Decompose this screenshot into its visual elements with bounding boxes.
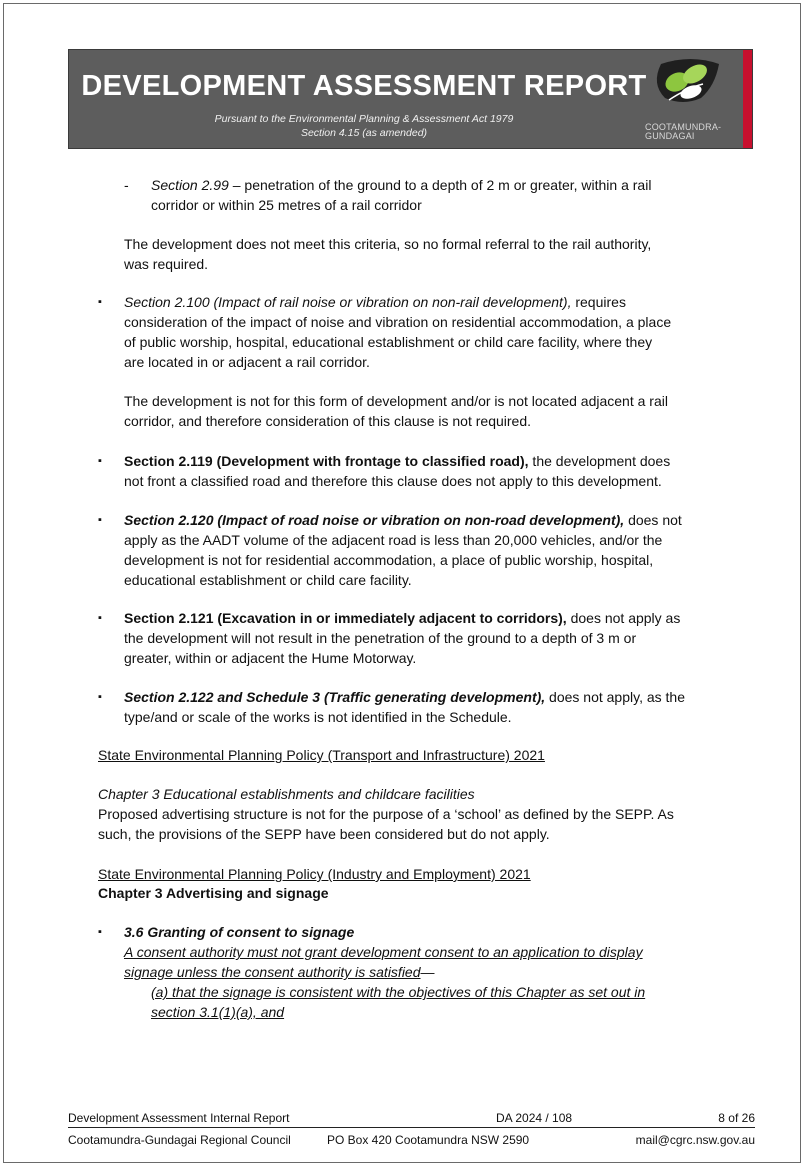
section-2-122-text: Section 2.122 and Schedule 3 (Traffic generating development), does not apply, as the type/and or scale of the works is not identified in the Schedule. [124,689,685,725]
section-2-121-text: Section 2.121 (Excavation in or immediately adjacent to corridors), does not apply as the development will not result in the penetration of the ground to a depth of 3 m or greater, within or adjacent the Hume Motorway. [124,610,681,666]
footer-report-name: Development Assessment Internal Report [68,1111,290,1125]
footer-council-name: Cootamundra-Gundagai Regional Council [68,1133,291,1147]
education-paragraph: Proposed advertising structure is not for the purpose of a ‘school’ as defined by the SEPP. As such, the provisions of the SEPP have been considered but do not apply. [98,806,674,842]
footer-row-2 [68,1133,755,1147]
logo-wordmark: COOTAMUNDRA- GUNDAGAI [645,122,722,141]
rail-referral-paragraph: The development does not meet this criteria, so no formal referral to the rail authority, was required. [124,236,652,272]
list-dash-marker: - [124,177,129,193]
accent-strip [743,50,752,148]
chapter-3-advertising-heading: Chapter 3 Advertising and signage [98,885,329,901]
sepp-transport-heading: State Environmental Planning Policy (Transport and Infrastructure) 2021 [98,747,545,763]
section-2-120-text: Section 2.120 (Impact of road noise or vibration on non-road development), does not apply as the AADT volume of the adjacent road is less than 20,000 vehicles, and/or the development is not for residential accommodation, a place of public worship, hospital, educational establishment or child care facility. [124,512,682,588]
report-header-banner [68,49,753,149]
bullet-marker: ▪ [98,926,102,938]
report-subtitle-section: Section 4.15 (as amended) [300,127,428,139]
footer-row-1 [68,1111,755,1125]
bullet-marker: ▪ [98,691,102,703]
report-subtitle-act: Pursuant to the Environmental Planning & Assessment Act 1979 [214,113,514,125]
footer-da-number: DA 2024 / 108 [496,1111,573,1125]
clause-3-6-text: 3.6 Granting of consent to signage A consent authority must not grant development consent to an application to display signage unless the consent authority is satisfied— [124,924,643,980]
bullet-marker: ▪ [98,514,102,526]
sepp-industry-heading: State Environmental Planning Policy (Industry and Employment) 2021 [98,866,531,882]
section-2-119-text: Section 2.119 (Development with frontage to classified road), the development does not front a classified road and therefore this clause does not apply to this development. [124,453,671,489]
footer-divider [68,1127,755,1128]
bullet-marker: ▪ [98,455,102,467]
footer-page-number: 8 of 26 [718,1111,755,1125]
section-2-100-conclusion: The development is not for this form of development and/or is not located adjacent a rail corridor, and therefore consideration of this clause is not required. [124,393,668,429]
bullet-marker: ▪ [98,612,102,624]
section-2-100-text: Section 2.100 (Impact of rail noise or vibration on non-rail development), requires consideration of the impact of noise and vibration on residential accommodation, a place of public worship, hospital, educational establishment or child care facility, where they are located in or adjacent a rail corridor. [124,294,672,370]
chapter-3-education-heading: Chapter 3 Educational establishments and childcare facilities [98,786,475,802]
report-title: DEVELOPMENT ASSESSMENT REPORT [81,70,647,102]
footer-postal-address: PO Box 420 Cootamundra NSW 2590 [327,1133,530,1147]
footer-email: mail@cgrc.nsw.gov.au [635,1133,755,1147]
bullet-marker: ▪ [98,296,102,308]
section-2-99-text: Section 2.99 – penetration of the ground to a depth of 2 m or greater, within a rail corridor or within 25 metres of a rail corridor [151,177,652,213]
clause-3-6-subclause-a: (a) that the signage is consistent with the objectives of this Chapter as set out in section 3.1(1)(a), and [151,984,646,1020]
